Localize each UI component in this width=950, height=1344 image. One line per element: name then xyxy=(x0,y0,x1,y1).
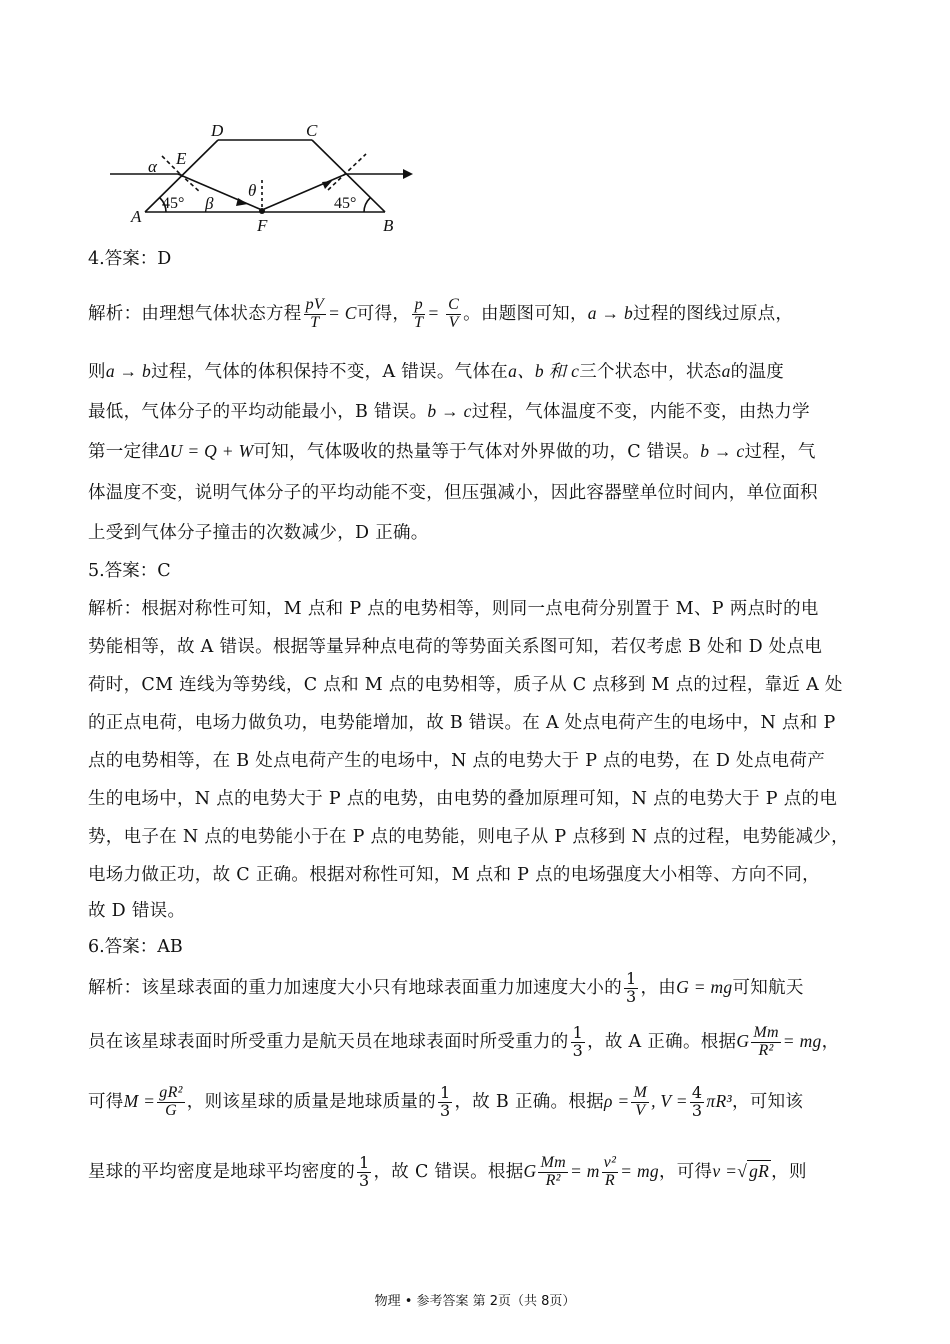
q5-answer: 5.答案：C xyxy=(88,561,171,581)
q5-line-3: 荷时，CM 连线为等势线，C 点和 M 点的电势相等，质子从 C 点移到 M 点的过程，靠近 A 处 xyxy=(88,675,843,695)
label-C: C xyxy=(306,121,318,140)
q5-line-5: 点的电势相等，在 B 处点电荷产生的电场中，N 点的电势大于 P 点的电势，在 D 处点电荷产 xyxy=(88,751,826,771)
theta-label: θ xyxy=(248,181,257,200)
q4-line-2: 则a → b过程，气体的体积保持不变，A 错误。气体在a、b 和 c三个状态中，状态a的温度 xyxy=(88,361,785,382)
q4-line-4: 第一定律ΔU = Q + W可知，气体吸收的热量等于气体对外界做的功，C 错误。b → c过程，气 xyxy=(88,441,816,462)
q4-line-6: 上受到气体分子撞击的次数减少，D 正确。 xyxy=(88,523,429,543)
q6-answer: 6.答案：AB xyxy=(88,937,183,957)
label-B: B xyxy=(383,216,394,235)
q6-line-4: 星球的平均密度是地球平均密度的 $\frac{1}{3}$ ，故 C 错误。根据G $\frac{Mm}{\text{R²}}$ = m $\frac{\text{v²}}{R}$ = mg，可得v =√ gR ，则 xyxy=(88,1153,807,1190)
q5-line-1: 解析：根据对称性可知，M 点和 P 点的电势相等，则同一点电荷分别置于 M、P 两点时的电 xyxy=(88,599,819,619)
q6-line-2: 员在该星球表面时所受重力是航天员在地球表面时所受重力的 $\frac{1}{3}$ ，故 A 正确。根据G $\frac{Mm}{\text{R²}}$ = mg， xyxy=(88,1023,840,1060)
q4-line-1: 解析：由理想气体状态方程 $\frac{pV}{T}$ = C可得， $\frac{p}{T}$ = $\frac{C}{V}$ 。由题图可知，a → b过程的图线过原点， xyxy=(88,296,794,331)
q5-line-8: 电场力做正功，故 C 正确。根据对称性可知，M 点和 P 点的电场强度大小相等、方向不同， xyxy=(88,865,820,885)
angle-right-label: 45° xyxy=(334,195,357,212)
angle-left-label: 45° xyxy=(162,195,185,212)
beta-label: β xyxy=(205,194,214,213)
q6-line-3: 可得M = $\frac{\text{gR²}}{G}$ ，则该星球的质量是地球质量的 $\frac{1}{3}$ ，故 B 正确。根据ρ = $\frac{M}{V}$ , V = $\frac{4}{3}$ πR³，可知该 xyxy=(88,1083,804,1120)
q4-answer: 4.答案：D xyxy=(88,249,172,269)
q5-line-6: 生的电场中，N 点的电势大于 P 点的电势，由电势的叠加原理可知，N 点的电势大于 P 点的电 xyxy=(88,789,838,809)
label-A: A xyxy=(131,207,142,226)
q5-line-2: 势能相等，故 A 错误。根据等量异种点电荷的等势面关系图可知，若仅考虑 B 处和 D 处点电 xyxy=(88,637,823,657)
label-D: D xyxy=(211,121,224,140)
page-footer: 物理 • 参考答案 第 2页（共 8页） xyxy=(374,1294,576,1309)
alpha-label: α xyxy=(148,157,157,176)
q5-line-9: 故 D 错误。 xyxy=(88,901,186,921)
q5-line-7: 势，电子在 N 点的电势能小于在 P 点的电势能，则电子从 P 点移到 N 点的过程，电势能减少， xyxy=(88,827,849,847)
q4-line-5: 体温度不变，说明气体分子的平均动能不变，但压强减小，因此容器壁单位时间内，单位面积 xyxy=(88,483,818,503)
refraction-diagram xyxy=(100,112,430,242)
label-F: F xyxy=(257,216,268,235)
label-E: E xyxy=(176,149,187,168)
q4-line-3: 最低，气体分子的平均动能最小，B 错误。b → c过程，气体温度不变，内能不变，由热力学 xyxy=(88,401,810,422)
q6-line-1: 解析：该星球表面的重力加速度大小只有地球表面重力加速度大小的 $\frac{1}{3}$ ，由G = mg可知航天 xyxy=(88,969,804,1006)
q5-line-4: 的正点电荷，电场力做负功，电势能增加，故 B 错误。在 A 处点电荷产生的电场中，N 点和 P xyxy=(88,713,836,733)
